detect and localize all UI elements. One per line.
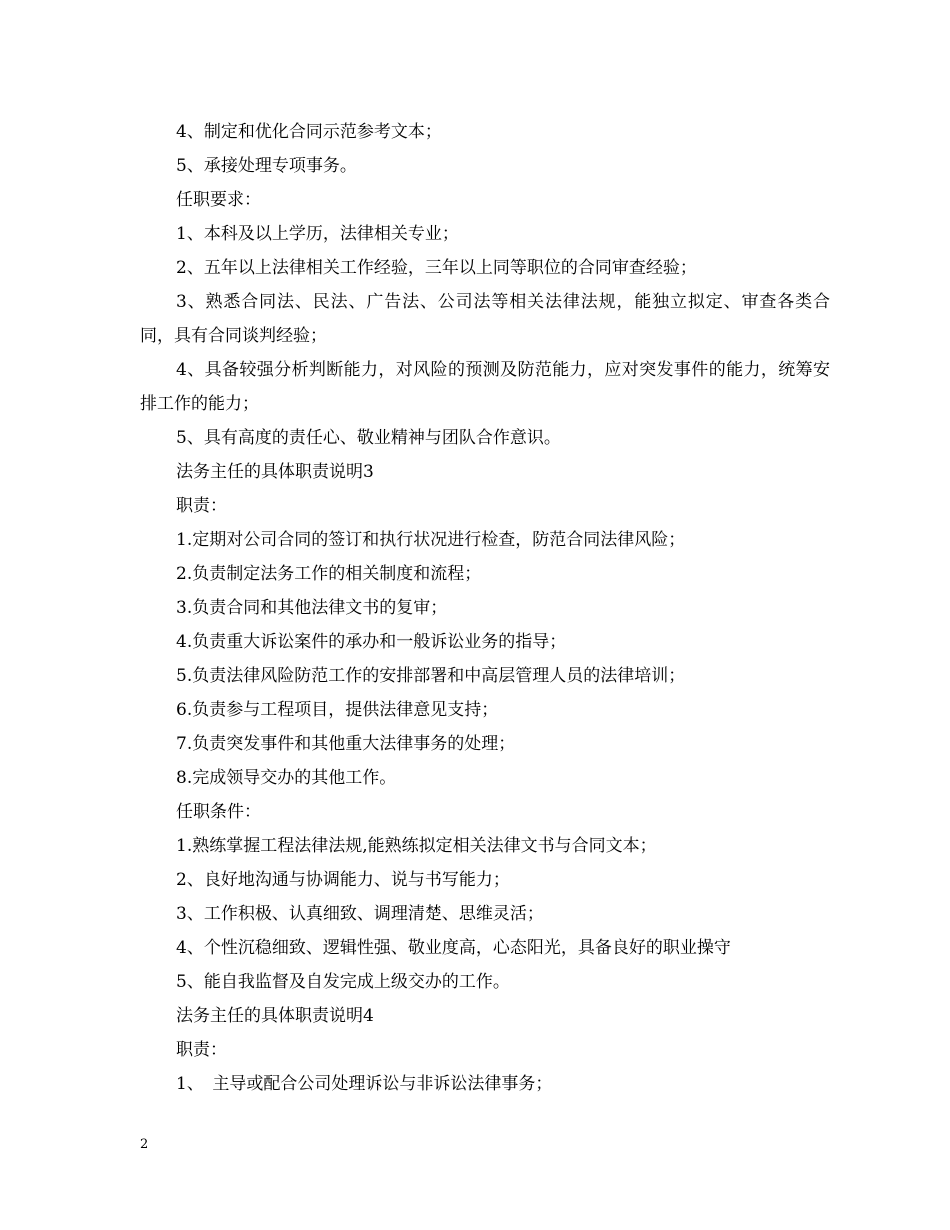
- text-line: 1、 主导或配合公司处理诉讼与非诉讼法律事务；: [176, 1074, 553, 1094]
- text-line: 7.负责突发事件和其他重大法律事务的处理；: [176, 734, 516, 754]
- text-line: 5.负责法律风险防范工作的安排部署和中高层管理人员的法律培训；: [176, 666, 686, 686]
- text-line: 2.负责制定法务工作的相关制度和流程；: [176, 564, 482, 584]
- section-heading: 任职条件：: [176, 802, 261, 822]
- text-line: 4、个性沉稳细致、逻辑性强、敬业度高，心态阳光，具备良好的职业操守: [176, 938, 731, 958]
- text-line: 1、本科及以上学历，法律相关专业；: [176, 224, 459, 244]
- text-line: 3、工作积极、认真细致、调理清楚、思维灵活；: [176, 904, 544, 924]
- text-line: 8.完成领导交办的其他工作。: [176, 768, 397, 788]
- page-number: 2: [140, 1137, 149, 1152]
- text-line: 2、良好地沟通与协调能力、说与书写能力；: [176, 870, 510, 890]
- document-body: [140, 115, 830, 1101]
- text-line: 3.负责合同和其他法律文书的复审；: [176, 598, 448, 618]
- text-line: 2、五年以上法律相关工作经验，三年以上同等职位的合同审查经验；: [176, 258, 697, 278]
- text-line: 5、承接处理专项事务。: [176, 156, 357, 176]
- text-line: 5、具有高度的责任心、敬业精神与团队合作意识。: [176, 428, 561, 448]
- text-line: 6.负责参与工程项目，提供法律意见支持；: [176, 700, 499, 720]
- text-paragraph: 3、熟悉合同法、民法、广告法、公司法等相关法律法规，能独立拟定、审查各类合同，具有合同谈判经验；: [140, 292, 830, 346]
- text-line: 1.定期对公司合同的签订和执行状况进行检查，防范合同法律风险；: [176, 530, 686, 550]
- text-line: 4.负责重大诉讼案件的承办和一般诉讼业务的指导；: [176, 632, 567, 652]
- section-title: 法务主任的具体职责说明4: [176, 1006, 374, 1026]
- section-heading: 职责：: [176, 1040, 227, 1060]
- section-title: 法务主任的具体职责说明3: [176, 462, 374, 482]
- text-paragraph: 4、具备较强分析判断能力，对风险的预测及防范能力，应对突发事件的能力，统筹安排工作的能力；: [140, 360, 830, 414]
- section-heading: 职责：: [176, 496, 227, 516]
- text-line: 5、能自我监督及自发完成上级交办的工作。: [176, 972, 510, 992]
- text-line: 1.熟练掌握工程法律法规,能熟练拟定相关法律文书与合同文本；: [176, 836, 657, 856]
- text-line: 4、制定和优化合同示范参考文本；: [176, 122, 442, 142]
- section-heading: 任职要求：: [176, 190, 261, 210]
